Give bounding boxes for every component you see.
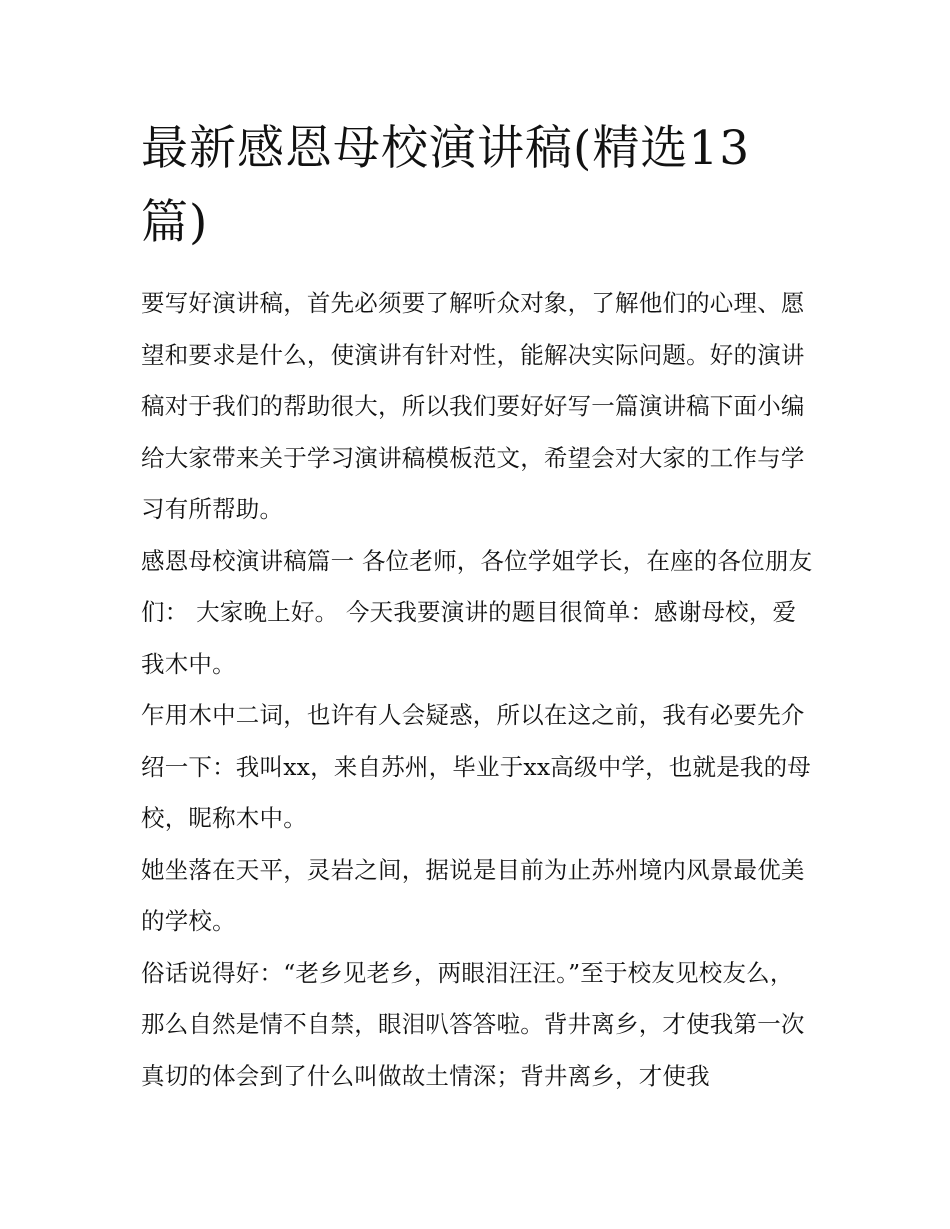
paragraph-homesickness: 俗话说得好：“老乡见老乡，两眼泪汪汪。”至于校友见校友么，那么自然是情不自禁，眼泪叭答答啦。背井离乡，才使我第一次真切的体会到了什么叫做故土情深；背井离乡，才使我	[141, 958, 805, 1090]
paragraph-school-location: 她坐落在天平，灵岩之间，据说是目前为止苏州境内风景最优美的学校。	[141, 855, 805, 935]
document-body	[141, 112, 813, 1102]
paragraph-self-introduction: 乍用木中二词，也许有人会疑惑，所以在这之前，我有必要先介绍一下：我叫xx，来自苏州，毕业于xx高级中学，也就是我的母校，昵称木中。	[141, 701, 812, 832]
document-title: 最新感恩母校演讲稿(精选13篇)	[141, 121, 751, 250]
paragraph-speech-one-opening: 感恩母校演讲稿篇一 各位老师，各位学姐学长，在座的各位朋友们： 大家晚上好。 今天我要演讲的题目很简单：感谢母校，爱我木中。	[141, 546, 813, 678]
paragraph-intro: 要写好演讲稿，首先必须要了解听众对象，了解他们的心理、愿望和要求是什么，使演讲有针对性，能解决实际问题。好的演讲稿对于我们的帮助很大，所以我们要好好写一篇演讲稿下面小编给大家带来关于学习演讲稿模板范文，希望会对大家的工作与学习有所帮助。	[141, 289, 805, 523]
